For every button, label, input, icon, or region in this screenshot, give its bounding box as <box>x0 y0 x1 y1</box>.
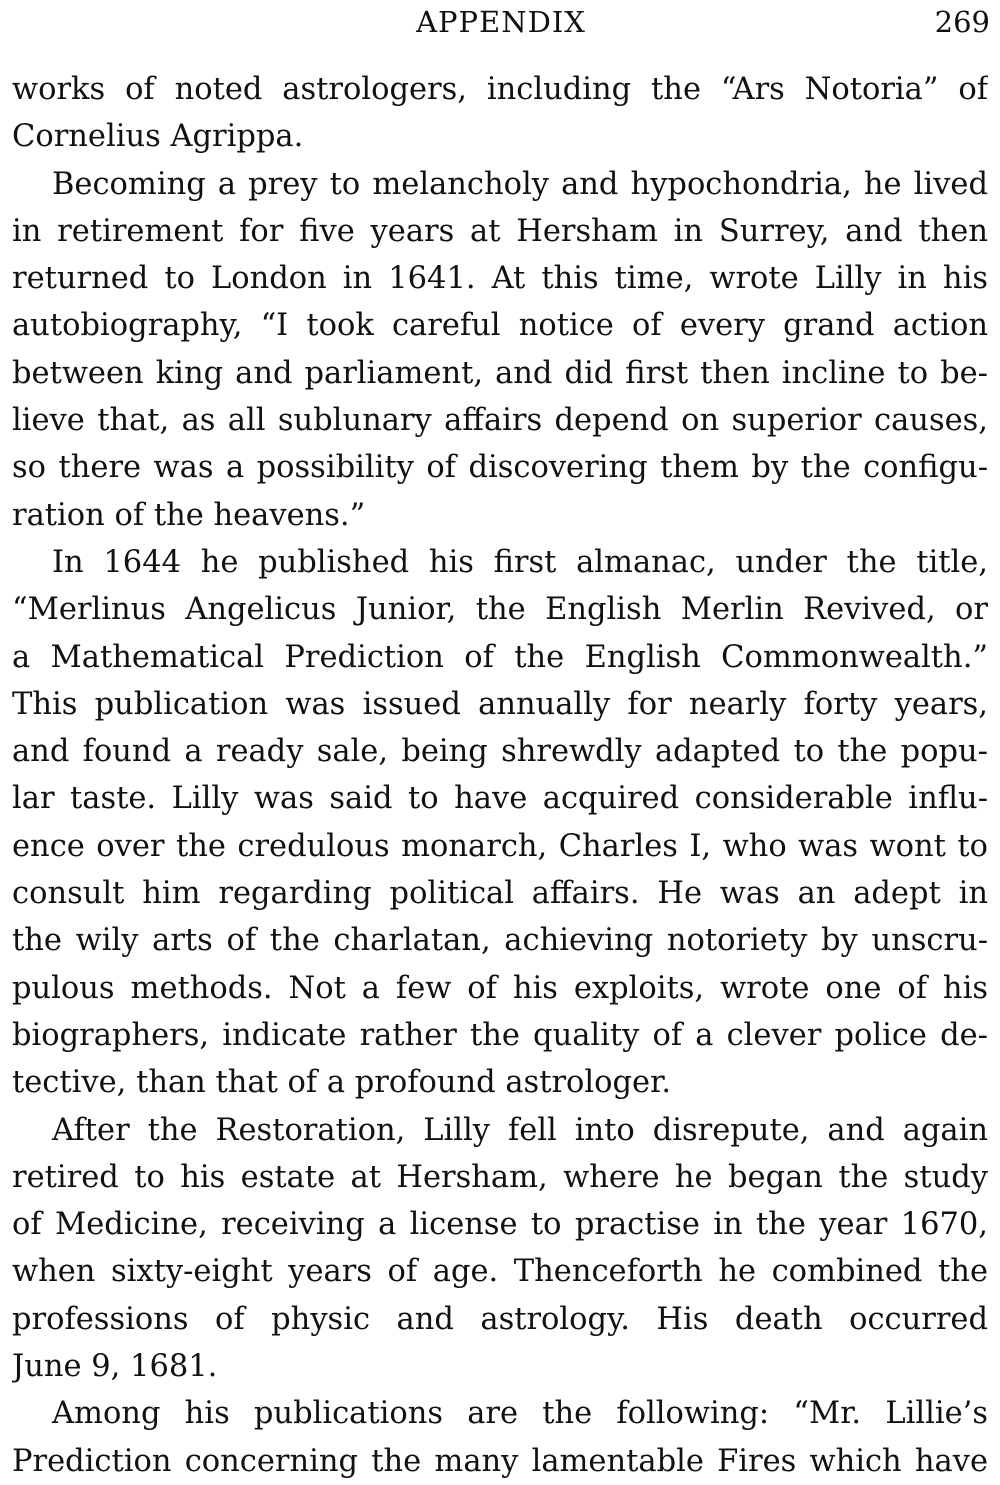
text-line: June 9, 1681. <box>12 1349 218 1385</box>
text-line: “Merlinus Angelicus Junior, the English Merlin Revived, or <box>12 592 988 628</box>
text-line: so there was a possibility of discovering them by the configu- <box>12 450 988 486</box>
text-line: between king and parliament, and did first then incline to be- <box>12 355 988 391</box>
running-head <box>12 2 990 42</box>
text-line: lar taste. Lilly was said to have acquired considerable influ- <box>12 781 988 817</box>
text-line: in retirement for five years at Hersham in Surrey, and then <box>12 213 988 249</box>
text-line: Prediction concerning the many lamentable Fires which have <box>12 1443 988 1479</box>
text-line: returned to London in 1641. At this time, wrote Lilly in his <box>12 261 988 297</box>
text-line: tective, than that of a profound astrologer. <box>12 1065 672 1101</box>
text-line: when sixty-eight years of age. Thenceforth he combined the <box>12 1254 988 1290</box>
text-line: In 1644 he published his first almanac, under the title, <box>52 544 988 580</box>
running-title: APPENDIX <box>416 5 586 39</box>
text-line: the wily arts of the charlatan, achieving notoriety by unscru- <box>12 923 988 959</box>
text-line: biographers, indicate rather the quality of a clever police de- <box>12 1017 988 1053</box>
text-line: works of noted astrologers, including the “Ars Notoria” of <box>12 72 988 107</box>
text-line: After the Restoration, Lilly fell into disrepute, and again <box>52 1112 988 1148</box>
text-line: consult him regarding political affairs. He was an adept in <box>12 876 988 912</box>
text-line: professions of physic and astrology. His death occurred <box>12 1301 988 1337</box>
text-line: ence over the credulous monarch, Charles I, who was wont to <box>12 828 988 864</box>
text-line: Cornelius Agrippa. <box>12 119 304 155</box>
text-line: Among his publications are the following: “Mr. Lillie’s <box>52 1396 988 1432</box>
text-line: autobiography, “I took careful notice of every grand action <box>12 308 988 344</box>
page-number: 269 <box>934 5 990 39</box>
text-line: ration of the heavens.” <box>12 497 366 533</box>
text-line: lieve that, as all sublunary affairs depend on superior causes, <box>12 403 988 439</box>
text-line: a Mathematical Prediction of the English Commonwealth.” <box>12 639 988 675</box>
text-line: pulous methods. Not a few of his exploits, wrote one of his <box>12 970 988 1006</box>
text-line: and found a ready sale, being shrewdly adapted to the popu- <box>12 734 988 770</box>
text-line: Becoming a prey to melancholy and hypochondria, he lived <box>52 166 988 202</box>
text-line: This publication was issued annually for nearly forty years, <box>12 686 988 722</box>
text-line: retired to his estate at Hersham, where he began the study <box>12 1159 988 1195</box>
text-line: of Medicine, receiving a license to practise in the year 1670, <box>12 1207 988 1243</box>
body-text <box>12 66 988 1485</box>
